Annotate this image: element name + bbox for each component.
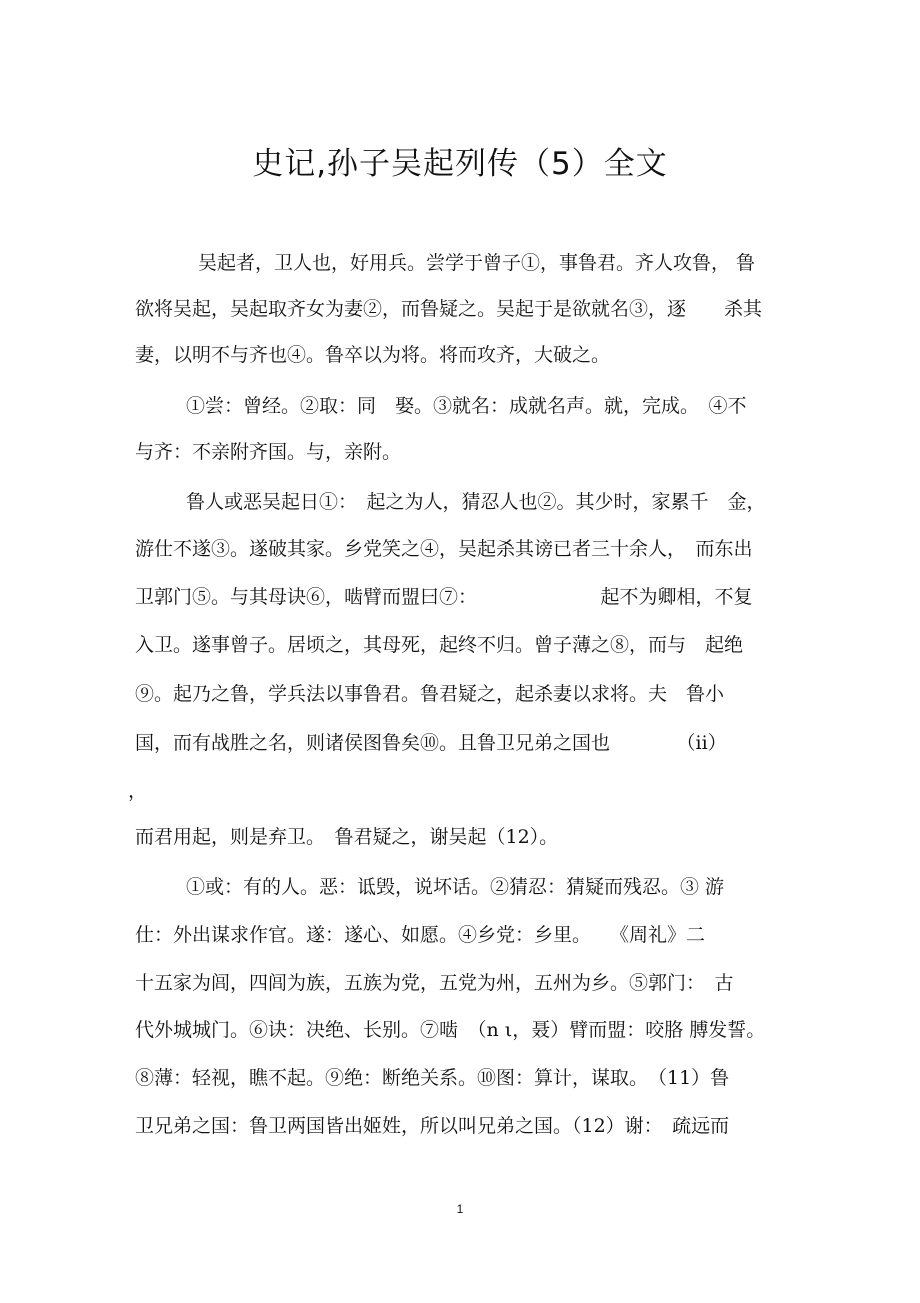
text-line: 入卫。遂事曾子。居顷之，其母死，起终不归。曾子薄之⑧，而与 起绝 — [135, 634, 744, 656]
text-line: ⑨。起乃之鲁，学兵法以事鲁君。鲁君疑之，起杀妻以求将。夫 鲁小 — [135, 683, 725, 705]
text-line: 而君用起，则是弃卫。 鲁君疑之，谢吴起（12）。 — [135, 826, 559, 848]
page-number: 1 — [456, 1202, 464, 1216]
text-line: 欲将吴起，吴起取齐女为妻②，而鲁疑之。吴起于是欲就名③，逐 杀其 — [135, 298, 763, 320]
text-line: ①或：有的人。恶：诋毁，说坏话。②猜忍：猜疑而残忍。③ 游 — [186, 876, 725, 898]
text-line: ⑧薄：轻视，瞧不起。⑨绝：断绝关系。⑩图：算计，谋取。 （11）鲁 — [135, 1067, 730, 1089]
text-line: ， — [128, 780, 148, 802]
text-line: 十五家为闾，四闾为族，五族为党，五党为州，五州为乡。⑤郭门： 古 — [135, 972, 734, 994]
text-line: ①尝：曾经。②取：同 娶。③就名：成就名声。就，完成。 ④不 — [186, 395, 747, 417]
text-line: 代外城城门。⑥诀：决绝、长别。⑦啮 （n ι，聂）臂而盟：咬胳 膊发誓。 — [135, 1019, 766, 1041]
text-line: 鲁人或恶吴起日①： 起之为人，猜忍人也②。其少时，家累千 金， — [186, 491, 766, 513]
text-line: 与齐：不亲附齐国。与，亲附。 — [135, 441, 402, 463]
text-line: 吴起者，卫人也，好用兵。尝学于曾子①，事鲁君。齐人攻鲁， 鲁 — [198, 252, 756, 274]
page-title: 史记,孙子吴起列传（5）全文 — [252, 146, 668, 182]
text-line: 卫兄弟之国：鲁卫两国皆出姬姓，所以叫兄弟之国。（12）谢： 疏远而 — [135, 1115, 730, 1137]
text-line: 仕：外出谋求作官。遂：遂心、如愿。④乡党：乡里。 《周礼》二 — [135, 924, 706, 946]
text-line: 卫郭门⑤。与其母诀⑥，啮臂而盟曰⑦： 起不为卿相，不复 — [135, 586, 753, 608]
text-line: 游仕不遂③。遂破其家。乡党笑之④，吴起杀其谤已者三十余人， 而东出 — [135, 538, 753, 560]
text-line: 国，而有战胜之名，则诸侯图鲁矣⑩。且鲁卫兄弟之国也 （ii） — [135, 732, 727, 754]
text-line: 妻，以明不与齐也④。鲁卒以为将。将而攻齐，大破之。 — [135, 344, 611, 366]
